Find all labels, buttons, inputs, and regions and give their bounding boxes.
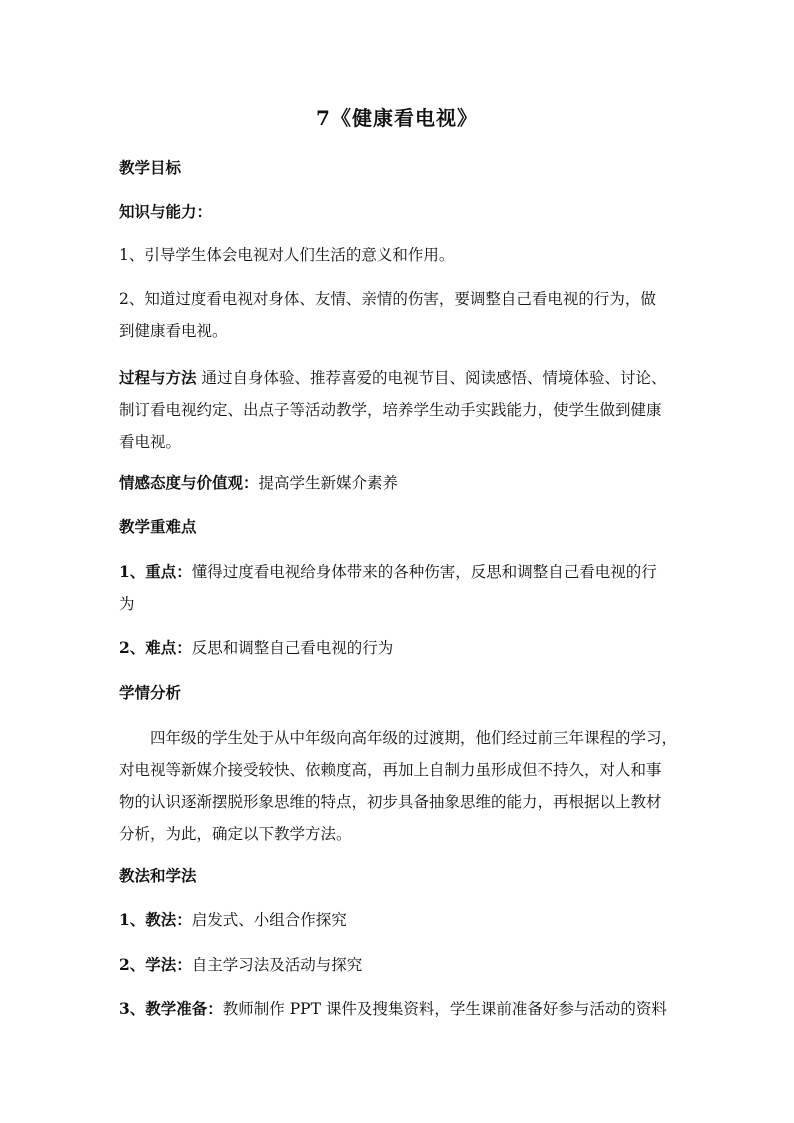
teaching-preparation-label: 3、教学准备： [119, 999, 223, 1018]
knowledge-item-1: 1、引导学生体会电视对人们生活的意义和作用。 [119, 246, 455, 264]
teaching-method-text: 启发式、小组合作探究 [191, 911, 347, 929]
emotion-attitude-text: 提高学生新媒介素养 [258, 474, 399, 492]
process-method-line: 制订看电视约定、出点子等活动教学，培养学生动手实践能力，使学生做到健康 [119, 401, 662, 419]
emotion-attitude-label: 情感态度与价值观： [119, 473, 259, 492]
process-method-paragraph [119, 362, 679, 458]
student-analysis-line: 分析，为此，确定以下教学方法。 [119, 825, 352, 843]
key-point-line [119, 556, 679, 588]
teaching-method-line [119, 910, 679, 930]
process-method-text: 通过自身体验、推荐喜爱的电视节目、阅读感悟、情境体验、讨论、 [196, 369, 667, 387]
learning-method-label: 2、学法： [119, 955, 192, 974]
key-point-text: 懂得过度看电视给身体带来的各种伤害，反思和调整自己看电视的行 [191, 563, 657, 581]
key-point-line: 为 [119, 595, 135, 613]
teaching-preparation-text: 教师制作 PPT 课件及搜集资料，学生课前准备好参与活动的资料 [222, 1000, 667, 1018]
student-analysis-paragraph [119, 722, 679, 850]
student-analysis-line: 四年级的学生处于从中年级向高年级的过渡期，他们经过前三年课程的学习， [150, 729, 678, 747]
teaching-method-label: 1、教法： [119, 910, 192, 929]
emotion-attitude-line [119, 473, 679, 493]
knowledge-item-2 [119, 283, 679, 347]
heading-teaching-objectives: 教学目标 [119, 158, 182, 177]
difficult-point-line [119, 638, 679, 658]
heading-student-analysis: 学情分析 [119, 683, 182, 702]
learning-method-line [119, 955, 679, 975]
knowledge-item-2-line: 到健康看电视。 [119, 322, 228, 340]
difficult-point-text: 反思和调整自己看电视的行为 [191, 639, 394, 657]
key-point-label: 1、重点： [119, 562, 192, 581]
knowledge-item-2-line: 2、知道过度看电视对身体、友情、亲情的伤害，要调整自己看电视的行为，做 [119, 290, 656, 308]
student-analysis-line: 物的认识逐渐摆脱形象思维的特点，初步具备抽象思维的能力，再根据以上教材 [119, 793, 662, 811]
document-title: 7《健康看电视》 [316, 106, 478, 130]
process-method-line [119, 362, 679, 394]
student-analysis-line: 对电视等新媒介接受较快、依赖度高，再加上自制力虽形成但不持久，对人和事 [119, 761, 662, 779]
teaching-preparation-line [119, 999, 679, 1019]
difficult-point-label: 2、难点： [119, 638, 192, 657]
heading-knowledge-ability: 知识与能力： [119, 202, 213, 221]
key-point-paragraph [119, 556, 679, 620]
heading-teaching-learning-methods: 教法和学法 [119, 866, 197, 885]
process-method-line: 看电视。 [119, 433, 182, 451]
learning-method-text: 自主学习法及活动与探究 [191, 956, 363, 974]
process-method-label: 过程与方法 [119, 368, 197, 387]
heading-key-difficult-points: 教学重难点 [119, 517, 197, 536]
